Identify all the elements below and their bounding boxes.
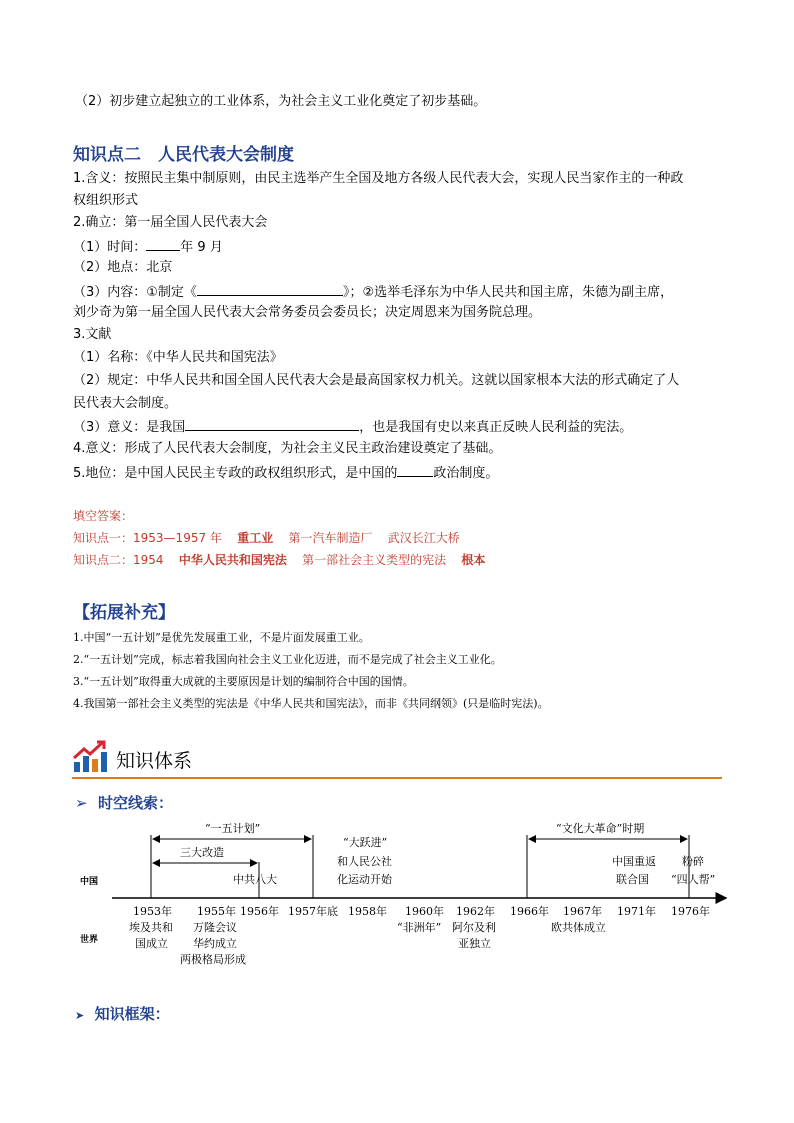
world-1955-2: 华约成立 [193,937,237,950]
content-line-2: 刘少奇为第一届全国人民代表大会常务委员会委员长；决定周恩来为国务院总理。 [73,305,542,320]
event-un-2: 联合国 [616,873,649,886]
label-five-year-plan: “一五计划” [205,822,261,835]
row-label-china: 中国 [80,877,99,887]
time-line: （1）时间： 年 9 月 [73,240,223,255]
label-three-reforms: 三大改造 [180,846,224,859]
year-1967: 1967年 [563,905,602,918]
world-1953-1: 埃及共和 [129,921,173,934]
world-1967: 欧共体成立 [551,921,606,934]
year-1960: 1960年 [405,905,444,918]
world-1962-2: 亚独立 [458,937,491,950]
extension-item-4: 4.我国第一部社会主义类型的宪法是《中华人民共和国宪法》，而非《共同纲领》(只是临时宪法)。 [73,697,549,710]
extension-item-3: 3.“一五计划”取得重大成就的主要原因是计划的编制符合中国的国情。 [73,675,414,688]
answers-k2: 知识点二：1954 中华人民共和国宪法 第一部社会主义类型的宪法 根本 [73,553,486,567]
event-un-1: 中国重返 [612,855,656,868]
significance-line: 4.意义：形成了人民代表大会制度，为社会主义民主政治建设奠定了基础。 [73,441,502,456]
rule-line-1: （2）规定：中华人民共和国全国人民代表大会是最高国家权力机关。这就以国家根本大法的形式确定了人 [73,373,680,388]
timeline-label: ➢ 时空线索： [75,794,174,812]
year-1976: 1976年 [671,905,710,918]
year-1962: 1962年 [456,905,495,918]
year-1966: 1966年 [510,905,549,918]
extension-item-2: 2.“一五计划”完成，标志着我国向社会主义工业化迈进，而不是完成了社会主义工业化。 [73,653,502,666]
extension-title: 【拓展补充】 [73,603,175,623]
year-1971: 1971年 [617,905,656,918]
year-1955: 1955年 [197,905,236,918]
meaning-line: （3）意义：是我国 ，也是我国有史以来真正反映人民利益的宪法。 [73,420,633,435]
intro-line: （2）初步建立起独立的工业体系，为社会主义工业化奠定了初步基础。 [75,94,487,109]
name-line: （1）名称：《中华人民共和国宪法》 [73,350,283,365]
content-line-1: （3）内容：①制定《 》；②选举毛泽东为中华人民共和国主席，朱德为副主席， [73,285,674,300]
establish-line: 2.确立：第一届全国人民代表大会 [73,215,268,230]
event-great-leap-1: “大跃进” [343,836,388,849]
definition-line-2: 权组织形式 [73,193,139,208]
place-line: （2）地点：北京 [73,260,173,275]
year-1958: 1958年 [348,905,387,918]
system-title: 知识体系 [116,750,193,772]
rule-line-2: 民代表大会制度。 [73,396,178,411]
year-1957: 1957年底 [288,905,338,918]
row-label-world: 世界 [80,935,99,945]
extension-item-1: 1.中国“一五计划”是优先发展重工业，不是片面发展重工业。 [73,631,370,644]
event-great-leap-2: 和人民公社 [337,855,392,868]
document-line: 3.文献 [73,327,112,342]
definition-line-1: 1.含义：按照民主集中制原则，由民主选举产生全国及地方各级人民代表大会，实现人民当家作主的一种政 [73,171,684,186]
status-line: 5.地位：是中国人民民主专政的政权组织形式，是中国的 政治制度。 [73,466,499,481]
world-1955-1: 万隆会议 [193,921,237,934]
chevron-right-icon: ➢ [75,794,88,812]
answers-k1: 知识点一：1953—1957 年 重工业 第一汽车制造厂 武汉长江大桥 [73,531,460,545]
label-cultural-revolution: “文化大革命”时期 [556,822,645,835]
framework-label: ➤ 知识框架： [75,1005,170,1023]
year-1953: 1953年 [133,905,172,918]
event-gang-1: 粉碎 [682,855,704,868]
section-heading: 知识点二 人民代表大会制度 [73,145,294,165]
arrowhead-right-icon: ➤ [75,1009,85,1022]
event-gang-2: “四人帮” [671,873,716,886]
world-1960: “非洲年” [397,921,442,934]
event-party-congress: 中共八大 [233,873,277,886]
world-1955-3: 两极格局形成 [180,953,246,966]
world-1962-1: 阿尔及利 [452,921,496,934]
event-great-leap-3: 化运动开始 [337,873,392,886]
answers-label: 填空答案： [73,509,134,523]
year-1956: 1956年 [240,905,279,918]
world-1953-2: 国成立 [135,937,168,950]
